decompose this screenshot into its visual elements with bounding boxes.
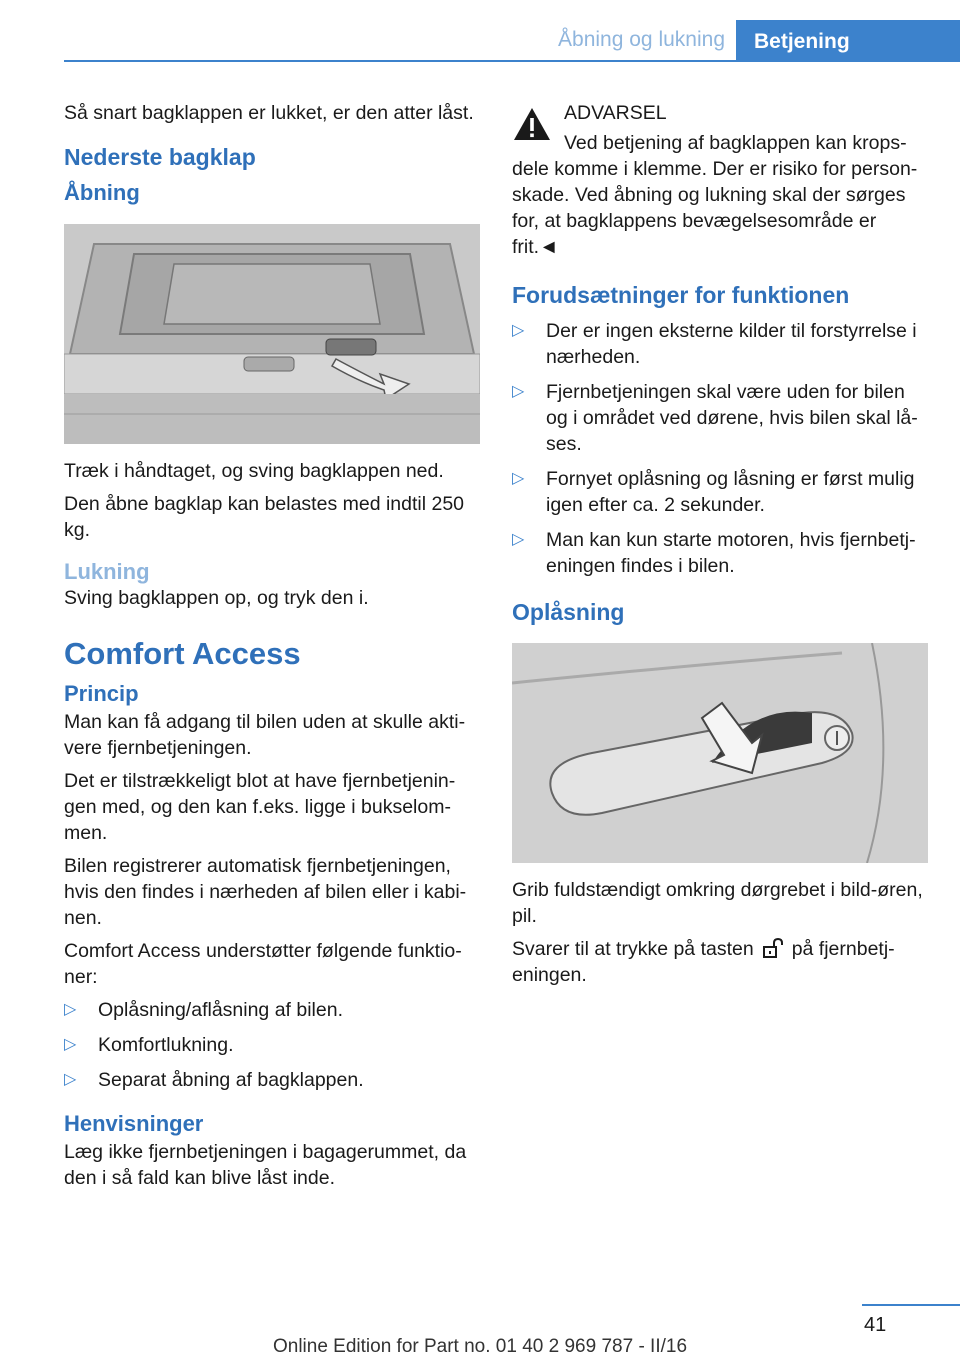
heading-lower-tailgate: Nederste bagklap	[64, 144, 256, 170]
principle-text-1: Man kan få adgang til bilen uden at skulle akti‐vere fjernbetjeningen.	[64, 711, 466, 759]
heading-opening: Åbning	[64, 180, 140, 205]
page-footer	[0, 1298, 960, 1362]
triangle-right-icon: ▷	[512, 470, 525, 487]
unlock-icon	[762, 937, 784, 959]
tailgate-illustration	[64, 224, 480, 444]
page-header	[0, 0, 960, 62]
door-handle-illustration	[512, 643, 928, 863]
requirements-list	[512, 318, 928, 579]
page-number: 41	[864, 1314, 887, 1336]
principle-text-4: Comfort Access understøtter følgende funktio‐ner:	[64, 940, 462, 988]
warning-title: ADVARSEL	[564, 102, 667, 124]
list-item: ▷ Der er ingen eksterne kilder til forstyrrelse i nærheden.	[512, 320, 917, 368]
header-rule	[64, 60, 960, 62]
open-load: Den åbne bagklap kan belastes med indtil 250 kg.	[64, 493, 465, 541]
triangle-right-icon: ▷	[64, 1071, 77, 1088]
heading-comfort-access: Comfort Access	[64, 636, 301, 671]
principle-text-2: Det er tilstrækkeligt blot at have fjernbetjenin‐gen med, og den kan f.eks. ligge i bukselom‐men.	[64, 770, 456, 844]
list-item: ▷ Man kan kun starte motoren, hvis fjernbetj‐eningen findes i bilen.	[512, 529, 916, 577]
heading-principle: Princip	[64, 681, 139, 706]
warning-icon	[512, 106, 552, 142]
open-instruction: Træk i håndtaget, og sving bagklappen ned.	[64, 460, 444, 482]
heading-closing: Lukning	[64, 559, 150, 584]
left-column	[64, 100, 480, 1198]
list-item: ▷ Oplåsning/aflåsning af bilen.	[64, 999, 343, 1021]
heading-unlocking: Oplåsning	[512, 599, 625, 625]
unlock-equivalent: Svarer til at trykke på tasten på fjernbetj‐eningen.	[512, 938, 895, 986]
principle-text-3: Bilen registrerer automatisk fjernbetjeningen, hvis den findes i nærheden af bilen eller i kabi‐nen.	[64, 855, 467, 929]
triangle-right-icon: ▷	[512, 383, 525, 400]
close-instruction: Sving bagklappen op, og tryk den i.	[64, 587, 369, 609]
list-item: ▷ Separat åbning af bagklappen.	[64, 1069, 364, 1091]
section-title: Åbning og lukning	[558, 28, 725, 51]
triangle-right-icon: ▷	[64, 1001, 77, 1018]
chapter-tab: Betjening	[736, 20, 960, 61]
triangle-right-icon: ▷	[512, 531, 525, 548]
intro-text: Så snart bagklappen er lukket, er den atter låst.	[64, 102, 474, 124]
comfort-functions-list	[64, 997, 480, 1093]
footer-rule	[862, 1304, 960, 1306]
edition-text: Online Edition for Part no. 01 40 2 969 787 - II/16	[272, 1336, 688, 1357]
heading-requirements: Forudsætninger for funktionen	[512, 282, 850, 308]
unlock-instruction: Grib fuldstændigt omkring dørgrebet i bild‐øren, pil.	[512, 879, 923, 927]
notes-text: Læg ikke fjernbetjeningen i bagagerummet, da den i så fald kan blive låst inde.	[64, 1141, 467, 1189]
warning-text: Ved betjening af bagklappen kan krops‐dele komme i klemme. Der er risiko for person‐skade. Ved åbning og lukning skal der sørges for, at bagklappens bevægelsesområde er frit.◄	[512, 132, 918, 258]
right-column	[512, 100, 928, 995]
triangle-right-icon: ▷	[64, 1036, 77, 1053]
warning-box	[512, 100, 928, 126]
heading-notes: Henvisninger	[64, 1111, 204, 1136]
list-item: ▷ Fornyet oplåsning og låsning er først mulig igen efter ca. 2 sekunder.	[512, 468, 915, 516]
triangle-right-icon: ▷	[512, 322, 525, 339]
list-item: ▷ Fjernbetjeningen skal være uden for bilen og i området ved dørene, hvis bilen skal lå‐ses.	[512, 381, 918, 455]
list-item: ▷ Komfortlukning.	[64, 1034, 234, 1056]
